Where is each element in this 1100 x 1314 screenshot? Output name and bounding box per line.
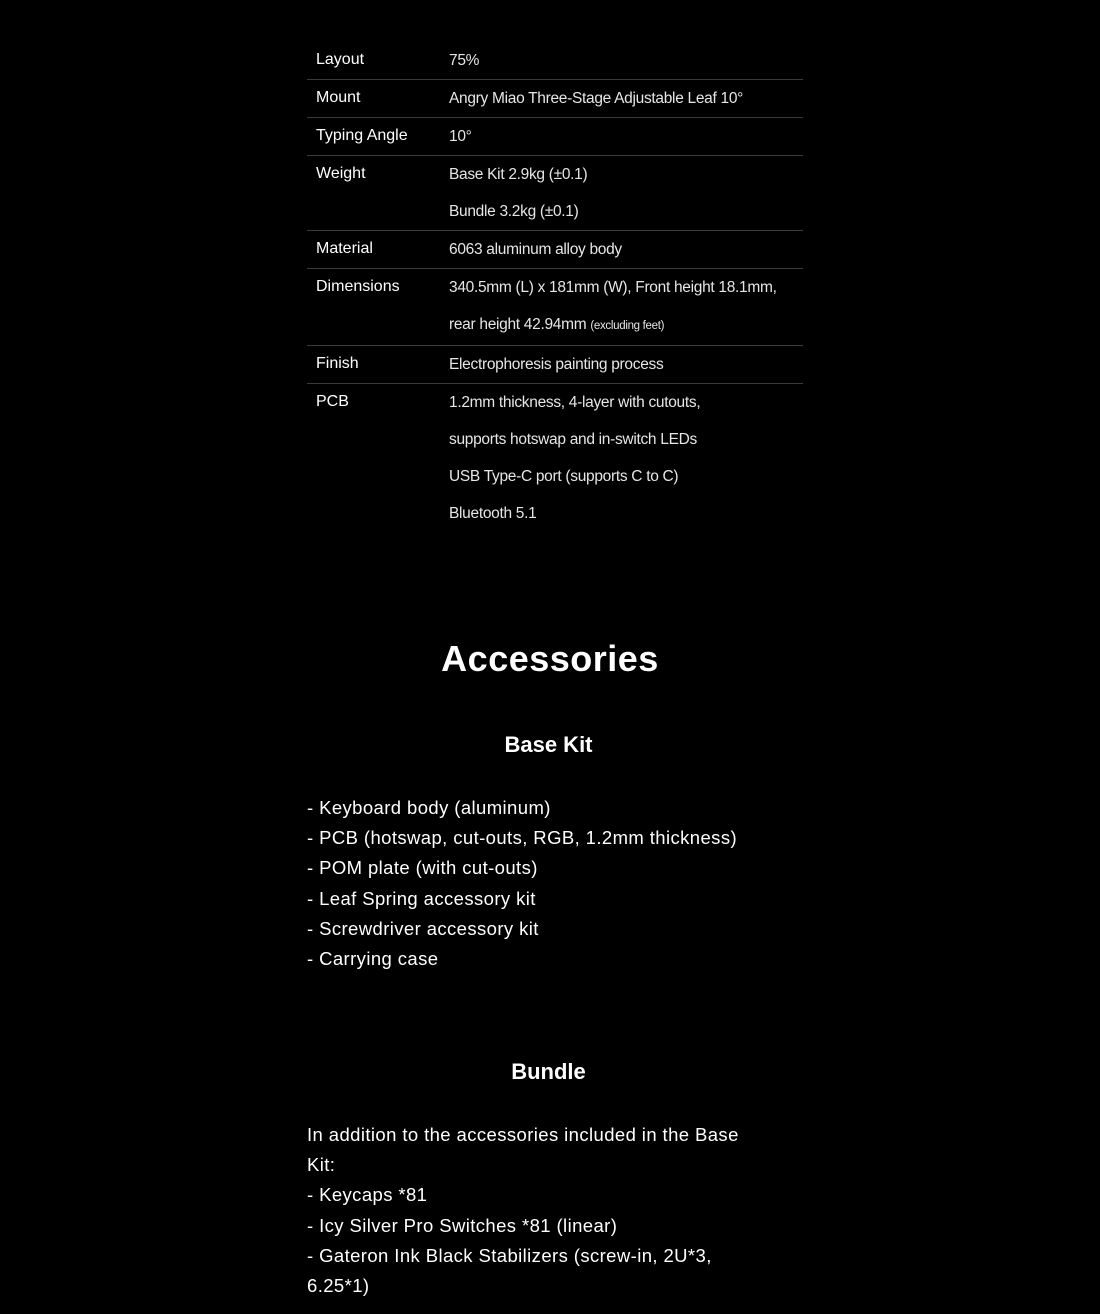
spec-label: Material xyxy=(316,240,373,257)
spec-value: Base Kit 2.9kg (±0.1) xyxy=(449,166,588,183)
spec-note: (excluding feet) xyxy=(590,320,665,332)
spec-row-finish xyxy=(307,346,803,384)
spec-label: Weight xyxy=(316,165,366,182)
spec-row-weight xyxy=(307,156,803,231)
spec-table xyxy=(307,42,803,532)
spec-row-pcb xyxy=(307,384,803,532)
spec-value: supports hotswap and in-switch LEDs xyxy=(449,431,697,448)
spec-label: Finish xyxy=(316,355,359,372)
bundle-list xyxy=(307,1120,807,1301)
spec-row-material xyxy=(307,231,803,269)
spec-value: 6063 aluminum alloy body xyxy=(449,241,622,258)
spec-label: Mount xyxy=(316,89,361,106)
spec-row-typing-angle xyxy=(307,118,803,156)
list-item: - Icy Silver Pro Switches *81 (linear) xyxy=(307,1214,618,1236)
spec-label: Typing Angle xyxy=(316,127,408,144)
spec-value: USB Type-C port (supports C to C) xyxy=(449,468,679,485)
spec-row-mount xyxy=(307,80,803,118)
list-item: - Leaf Spring accessory kit xyxy=(307,887,536,909)
list-item: 6.25*1) xyxy=(307,1275,370,1297)
spec-value-wrap xyxy=(449,306,803,345)
list-item: - Keycaps *81 xyxy=(307,1184,428,1206)
spec-label: PCB xyxy=(316,393,349,410)
spec-label: Dimensions xyxy=(316,278,400,295)
list-item: - Carrying case xyxy=(307,948,439,970)
list-item: - PCB (hotswap, cut-outs, RGB, 1.2mm thickness) xyxy=(307,827,738,849)
accessories-heading: Accessories xyxy=(441,638,659,679)
spec-value: 75% xyxy=(449,52,480,69)
spec-value: Bluetooth 5.1 xyxy=(449,505,537,522)
spec-value: 10° xyxy=(449,128,472,145)
bundle-intro: Kit: xyxy=(307,1154,336,1176)
list-item: - Gateron Ink Black Stabilizers (screw-in, 2U*3, xyxy=(307,1244,712,1266)
spec-label: Layout xyxy=(316,51,365,68)
spec-value: 1.2mm thickness, 4-layer with cutouts, xyxy=(449,394,701,411)
spec-row-layout xyxy=(307,42,803,80)
spec-value: Bundle 3.2kg (±0.1) xyxy=(449,203,579,220)
list-item: - Screwdriver accessory kit xyxy=(307,917,539,939)
base-kit-heading: Base Kit xyxy=(504,732,593,757)
spec-value: rear height 42.94mm xyxy=(449,316,587,333)
bundle-heading: Bundle xyxy=(511,1059,586,1084)
list-item: - Keyboard body (aluminum) xyxy=(307,797,551,818)
list-item: - POM plate (with cut-outs) xyxy=(307,857,538,879)
spec-row-dimensions xyxy=(307,269,803,346)
spec-value: 340.5mm (L) x 181mm (W), Front height 18.1mm, xyxy=(449,279,777,296)
base-kit-list xyxy=(307,793,807,974)
spec-value: Angry Miao Three-Stage Adjustable Leaf 10° xyxy=(449,90,744,107)
bundle-intro: In addition to the accessories included in the Base xyxy=(307,1124,739,1145)
spec-value: Electrophoresis painting process xyxy=(449,356,664,373)
